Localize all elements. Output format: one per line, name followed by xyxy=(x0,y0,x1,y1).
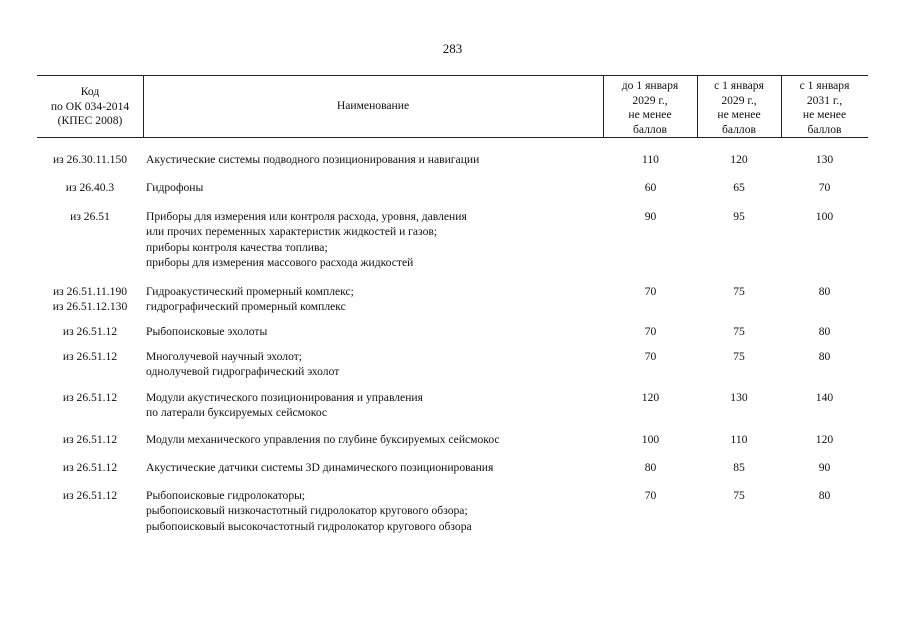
row-value-2031-from: 80 xyxy=(818,285,831,298)
row-name-line: приборы для измерения массового расхода жидкостей xyxy=(146,255,414,269)
header-col2-line: 2029 г., xyxy=(721,93,757,107)
row-value-2029-before: 70 xyxy=(644,489,657,502)
row-code xyxy=(37,324,143,339)
row-value-2031-from: 80 xyxy=(818,489,831,502)
page-number: 283 xyxy=(442,41,463,56)
header-col2-line: баллов xyxy=(722,122,756,136)
row-name xyxy=(146,488,606,534)
row-code-line: из 26.51.12 xyxy=(62,350,118,363)
table-header-bottom-rule xyxy=(37,137,868,138)
row-name-line: Приборы для измерения или контроля расхода, уровня, давления xyxy=(146,210,467,223)
row-name-line: Модули акустического позиционирования и управления xyxy=(146,391,423,404)
row-name xyxy=(146,209,606,270)
row-code-line: из 26.51.12 xyxy=(62,325,118,338)
row-code-line: из 26.51.12 xyxy=(62,489,118,502)
row-value-2029-before: 70 xyxy=(644,325,657,338)
row-value-2031-from: 90 xyxy=(818,461,831,474)
row-name xyxy=(146,390,606,421)
row-name xyxy=(146,284,606,315)
header-col3-line: 2031 г., xyxy=(806,93,843,107)
header-col1 xyxy=(603,79,697,137)
row-value-2029-before: 90 xyxy=(644,210,657,223)
row-name-line: Многолучевой научный эхолот; xyxy=(146,350,302,363)
header-col3-line: не менее xyxy=(802,108,847,121)
header-col2-line: с 1 января xyxy=(714,79,764,92)
row-value-2031-from: 100 xyxy=(815,210,834,223)
row-name xyxy=(146,324,606,339)
row-code-line: из 26.51 xyxy=(70,210,110,223)
header-col2 xyxy=(697,79,781,137)
row-value-2029-from: 75 xyxy=(733,489,745,502)
header-col3 xyxy=(781,79,868,137)
header-col3-line: баллов xyxy=(807,122,842,136)
row-value-2029-before: 120 xyxy=(641,391,660,404)
row-value-2029-before: 100 xyxy=(641,433,660,446)
header-col3-line: с 1 января xyxy=(799,79,850,92)
row-code xyxy=(37,432,143,447)
header-code-line: (КПЕС 2008) xyxy=(57,114,123,127)
header-code xyxy=(37,85,143,129)
row-value-2031-from: 140 xyxy=(815,391,834,404)
row-name-line: Акустические системы подводного позиционирования и навигации xyxy=(146,153,480,166)
row-value-2031-from: 80 xyxy=(818,350,831,363)
row-name-line: по латерали буксируемых сейсмокос xyxy=(146,406,328,420)
row-code xyxy=(37,152,143,167)
row-code xyxy=(37,209,143,224)
row-name-line: рыбопоисковый низкочастотный гидролокатор кругового обзора; xyxy=(146,504,468,518)
table-top-rule xyxy=(37,75,868,76)
row-code xyxy=(37,284,143,315)
row-code-line: из 26.51.12 xyxy=(62,461,118,474)
row-value-2029-before: 70 xyxy=(644,285,657,298)
row-code-line: из 26.51.12 xyxy=(62,391,118,404)
row-value-2029-from: 85 xyxy=(733,461,745,474)
row-value-2029-before: 80 xyxy=(644,461,657,474)
header-name: Наименование xyxy=(336,99,410,112)
row-name-line: Гидрофоны xyxy=(146,181,204,194)
header-col2-line: не менее xyxy=(717,108,761,121)
row-value-2029-from: 75 xyxy=(733,325,745,338)
row-name xyxy=(146,180,606,195)
row-code-line: из 26.51.12 xyxy=(62,433,118,446)
row-value-2029-from: 95 xyxy=(733,210,745,223)
row-name xyxy=(146,152,606,167)
row-name-line: рыбопоисковый высокочастотный гидролокатор кругового обзора xyxy=(146,519,472,533)
header-col1-line: не менее xyxy=(628,108,672,121)
row-name-line: Гидроакустический промерный комплекс; xyxy=(146,285,354,298)
row-value-2029-from: 65 xyxy=(733,181,745,194)
row-code xyxy=(37,180,143,195)
row-value-2031-from: 80 xyxy=(818,325,831,338)
row-code xyxy=(37,460,143,475)
row-value-2029-from: 130 xyxy=(730,391,748,404)
row-code-line: из 26.40.3 xyxy=(65,181,115,194)
row-value-2031-from: 70 xyxy=(818,181,831,194)
row-code-line: из 26.51.12.130 xyxy=(52,300,128,314)
row-name-line: или прочих переменных характеристик жидкостей и газов; xyxy=(146,225,438,239)
row-code xyxy=(37,349,143,364)
row-value-2029-from: 75 xyxy=(733,350,745,363)
row-code xyxy=(37,488,143,503)
row-value-2031-from: 130 xyxy=(815,153,834,166)
row-name-line: гидрографический промерный комплекс xyxy=(146,300,346,314)
row-value-2029-before: 60 xyxy=(644,181,657,194)
row-code-line: из 26.51.11.190 xyxy=(52,285,128,298)
row-name xyxy=(146,349,606,380)
row-code-line: из 26.30.11.150 xyxy=(52,153,128,166)
row-name xyxy=(146,432,606,447)
row-value-2029-from: 75 xyxy=(733,285,745,298)
row-name-line: Рыбопоисковые эхолоты xyxy=(146,325,268,338)
row-name xyxy=(146,460,606,475)
row-value-2029-from: 110 xyxy=(730,433,748,446)
row-code xyxy=(37,390,143,405)
header-code-line: Код xyxy=(80,85,100,98)
header-code-line: по ОК 034-2014 xyxy=(50,99,130,113)
row-name-line: однолучевой гидрографический эхолот xyxy=(146,365,340,379)
row-value-2029-before: 110 xyxy=(642,153,659,166)
row-name-line: Рыбопоисковые гидролокаторы; xyxy=(146,489,306,502)
row-name-line: Модули механического управления по глубине буксируемых сейсмокос xyxy=(146,433,500,446)
row-name-line: Акустические датчики системы 3D динамического позиционирования xyxy=(146,461,494,474)
header-col1-line: баллов xyxy=(633,122,667,136)
row-value-2029-from: 120 xyxy=(730,153,748,166)
header-col1-line: 2029 г., xyxy=(632,93,668,107)
row-value-2029-before: 70 xyxy=(644,350,657,363)
header-col1-line: до 1 января xyxy=(621,79,679,92)
row-value-2031-from: 120 xyxy=(815,433,834,446)
row-name-line: приборы контроля качества топлива; xyxy=(146,240,328,254)
